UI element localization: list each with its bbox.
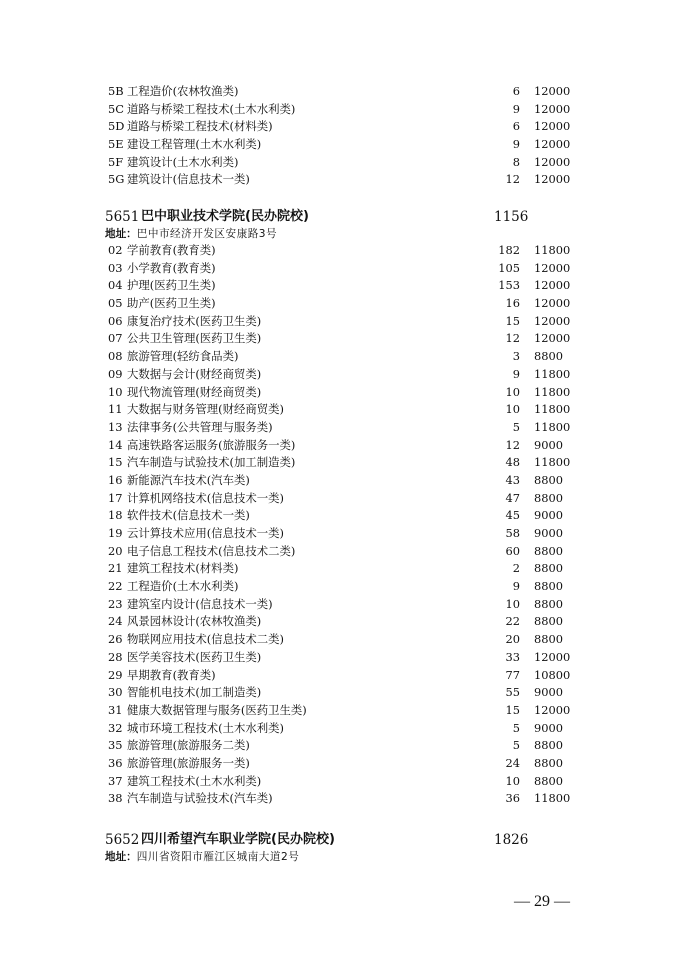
program-count: 15 (505, 313, 520, 328)
program-name: 建筑设计(土木水利类) (127, 154, 239, 169)
program-count: 33 (505, 649, 520, 664)
program-row (0, 613, 680, 631)
program-count: 182 (498, 243, 520, 257)
program-fee: 8800 (534, 349, 563, 364)
program-code: 32 (108, 720, 123, 735)
program-name: 现代物流管理(财经商贸类) (127, 384, 262, 399)
program-count: 16 (505, 296, 520, 311)
program-name: 汽车制造与试验技术(汽车类) (127, 791, 273, 806)
program-row (0, 790, 680, 808)
program-count: 9 (512, 137, 520, 152)
program-count: 6 (512, 119, 520, 134)
program-name: 医学美容技术(医药卫生类) (127, 649, 262, 664)
program-name: 建筑室内设计(信息技术一类) (127, 596, 273, 611)
program-name: 汽车制造与试验技术(加工制造类) (127, 455, 296, 470)
school-header-5651 (0, 207, 680, 227)
program-fee: 12000 (534, 296, 571, 311)
program-name: 风景园林设计(农林牧渔类) (127, 614, 262, 629)
program-count: 10 (505, 773, 520, 788)
program-code: 08 (108, 349, 123, 364)
program-code: 29 (108, 667, 123, 682)
program-fee: 11800 (534, 402, 571, 417)
program-row (0, 507, 680, 525)
school-code: 5652 (105, 832, 140, 848)
address-text: 巴中市经济开发区安康路3号 (136, 228, 278, 240)
program-row (0, 490, 680, 508)
program-code: 09 (108, 366, 123, 381)
program-fee: 12000 (534, 260, 571, 275)
program-name: 工程造价(农林牧渔类) (127, 84, 239, 98)
program-row (0, 277, 680, 295)
program-name: 康复治疗技术(医药卫生类) (127, 313, 262, 328)
program-name: 健康大数据管理与服务(医药卫生类) (127, 702, 307, 717)
program-count: 36 (505, 791, 520, 806)
program-code: 20 (108, 543, 123, 558)
program-code: 13 (108, 419, 123, 434)
program-count: 10 (505, 384, 520, 399)
program-row (0, 260, 680, 278)
program-count: 47 (505, 490, 520, 505)
program-count: 5 (512, 720, 520, 735)
program-count: 12 (505, 437, 520, 452)
program-row (0, 348, 680, 366)
address-label: 地址： (105, 228, 137, 240)
program-fee: 12000 (534, 119, 571, 134)
program-name: 旅游管理(旅游服务一类) (127, 755, 250, 770)
program-row (0, 631, 680, 649)
program-name: 软件技术(信息技术一类) (127, 508, 250, 523)
program-name: 物联网应用技术(信息技术二类) (127, 632, 284, 647)
program-row (0, 649, 680, 667)
program-row (0, 667, 680, 685)
program-count: 10 (505, 402, 520, 417)
program-code: 22 (108, 579, 123, 594)
program-fee: 12000 (534, 137, 571, 152)
program-row (0, 171, 680, 189)
program-row (0, 773, 680, 791)
program-fee: 8800 (534, 543, 563, 558)
program-code: 03 (108, 260, 123, 275)
program-count: 45 (505, 508, 520, 523)
program-count: 20 (505, 632, 520, 647)
program-name: 计算机网络技术(信息技术一类) (127, 490, 284, 505)
school-total: 1156 (494, 209, 529, 225)
program-name: 护理(医药卫生类) (127, 278, 216, 293)
program-name: 学前教育(教育类) (127, 243, 216, 257)
program-count: 5 (512, 419, 520, 434)
program-code: 24 (108, 614, 123, 629)
program-name: 高速铁路客运服务(旅游服务一类) (127, 437, 296, 452)
program-code: 15 (108, 455, 123, 470)
program-fee: 12000 (534, 154, 571, 169)
program-code: 10 (108, 384, 123, 399)
program-count: 55 (505, 685, 520, 700)
program-row (0, 330, 680, 348)
program-code: 14 (108, 437, 123, 452)
program-name: 小学教育(教育类) (127, 260, 216, 275)
program-row (0, 366, 680, 384)
program-name: 建筑工程技术(材料类) (127, 561, 239, 576)
program-name: 大数据与会计(财经商贸类) (127, 366, 262, 381)
program-code: 07 (108, 331, 123, 346)
school-code: 5651 (105, 209, 140, 225)
program-row (0, 101, 680, 119)
program-count: 2 (512, 561, 520, 576)
school-address-5652 (105, 849, 299, 865)
school-name: 巴中职业技术学院(民办院校) (141, 209, 309, 224)
program-fee: 11800 (534, 366, 571, 381)
program-row (0, 560, 680, 578)
program-code: 26 (108, 632, 123, 647)
program-count: 5 (512, 738, 520, 753)
program-row (0, 720, 680, 738)
school-5651-program-list (0, 242, 680, 808)
program-row (0, 702, 680, 720)
program-fee: 11800 (534, 243, 571, 257)
program-code: 21 (108, 561, 123, 576)
program-code: 18 (108, 508, 123, 523)
program-row (0, 596, 680, 614)
program-count: 12 (505, 172, 520, 187)
school-address-5651 (105, 226, 277, 242)
program-code: 36 (108, 755, 123, 770)
program-row (0, 295, 680, 313)
program-fee: 11800 (534, 384, 571, 399)
program-code: 38 (108, 791, 123, 806)
program-count: 15 (505, 702, 520, 717)
program-fee: 8800 (534, 773, 563, 788)
program-fee: 10800 (534, 667, 571, 682)
program-name: 道路与桥梁工程技术(材料类) (127, 119, 273, 134)
program-row (0, 419, 680, 437)
program-name: 建设工程管理(土木水利类) (127, 137, 262, 152)
address-label: 地址： (105, 851, 137, 863)
program-name: 建筑工程技术(土木水利类) (127, 773, 262, 788)
program-count: 9 (512, 579, 520, 594)
program-name: 新能源汽车技术(汽车类) (127, 472, 250, 487)
top-program-list (0, 83, 680, 189)
program-count: 43 (505, 472, 520, 487)
program-name: 云计算技术应用(信息技术一类) (127, 526, 284, 540)
program-count: 153 (498, 278, 520, 293)
program-code: 5F (108, 154, 124, 169)
program-fee: 8800 (534, 579, 563, 594)
address-text: 四川省资阳市雁江区城南大道2号 (136, 851, 300, 863)
program-name: 公共卫生管理(医药卫生类) (127, 331, 262, 346)
program-row (0, 154, 680, 172)
program-code: 5D (108, 119, 125, 134)
program-row (0, 578, 680, 596)
program-fee: 9000 (534, 720, 563, 735)
program-count: 9 (512, 101, 520, 116)
program-fee: 12000 (534, 313, 571, 328)
program-fee: 9000 (534, 437, 563, 452)
program-count: 60 (505, 543, 520, 558)
program-name: 电子信息工程技术(信息技术二类) (127, 543, 296, 558)
program-fee: 12000 (534, 702, 571, 717)
program-row (0, 384, 680, 402)
program-code: 19 (108, 526, 123, 540)
program-code: 5G (108, 172, 125, 187)
program-count: 9 (512, 366, 520, 381)
program-row (0, 454, 680, 472)
program-row (0, 543, 680, 561)
program-count: 10 (505, 596, 520, 611)
program-count: 6 (512, 84, 520, 98)
school-name: 四川希望汽车职业学院(民办院校) (141, 832, 335, 847)
program-count: 77 (505, 667, 520, 682)
program-code: 5B (108, 84, 124, 98)
program-code: 30 (108, 685, 123, 700)
program-code: 04 (108, 278, 123, 293)
program-fee: 11800 (534, 791, 571, 806)
program-row (0, 313, 680, 331)
program-fee: 8800 (534, 614, 563, 629)
program-count: 22 (505, 614, 520, 629)
program-code: 37 (108, 773, 123, 788)
program-count: 58 (505, 526, 520, 540)
program-fee: 8800 (534, 472, 563, 487)
program-fee: 9000 (534, 685, 563, 700)
program-name: 法律事务(公共管理与服务类) (127, 419, 273, 434)
program-code: 31 (108, 702, 123, 717)
program-fee: 12000 (534, 278, 571, 293)
program-row (0, 737, 680, 755)
program-name: 早期教育(教育类) (127, 667, 216, 682)
program-fee: 8800 (534, 596, 563, 611)
program-name: 旅游管理(轻纺食品类) (127, 349, 239, 364)
program-name: 旅游管理(旅游服务二类) (127, 738, 250, 753)
program-count: 8 (512, 154, 520, 169)
program-code: 06 (108, 313, 123, 328)
program-name: 建筑设计(信息技术一类) (127, 172, 250, 187)
program-count: 24 (505, 755, 520, 770)
program-row (0, 755, 680, 773)
program-name: 工程造价(土木水利类) (127, 579, 239, 594)
program-row (0, 472, 680, 490)
program-row (0, 401, 680, 419)
program-count: 3 (512, 349, 520, 364)
program-code: 16 (108, 472, 123, 487)
program-count: 105 (498, 260, 520, 275)
program-fee: 8800 (534, 755, 563, 770)
program-name: 助产(医药卫生类) (127, 296, 216, 311)
program-count: 12 (505, 331, 520, 346)
program-row (0, 525, 680, 543)
program-fee: 12000 (534, 84, 571, 98)
program-code: 05 (108, 296, 123, 311)
program-fee: 8800 (534, 738, 563, 753)
program-code: 02 (108, 243, 123, 257)
program-row (0, 437, 680, 455)
program-fee: 9000 (534, 526, 563, 540)
program-fee: 12000 (534, 101, 571, 116)
program-row (0, 118, 680, 136)
program-fee: 8800 (534, 632, 563, 647)
school-header-5652 (0, 830, 680, 850)
program-row (0, 684, 680, 702)
program-fee: 11800 (534, 419, 571, 434)
program-code: 35 (108, 738, 123, 753)
program-name: 大数据与财务管理(财经商贸类) (127, 402, 284, 417)
program-fee: 12000 (534, 331, 571, 346)
program-row (0, 136, 680, 154)
program-code: 28 (108, 649, 123, 664)
program-fee: 11800 (534, 455, 571, 470)
program-fee: 12000 (534, 649, 571, 664)
program-code: 23 (108, 596, 123, 611)
program-fee: 8800 (534, 561, 563, 576)
program-code: 11 (108, 402, 123, 417)
program-name: 智能机电技术(加工制造类) (127, 685, 262, 700)
program-name: 城市环境工程技术(土木水利类) (127, 720, 284, 735)
program-fee: 9000 (534, 508, 563, 523)
school-total: 1826 (494, 832, 529, 848)
program-name: 道路与桥梁工程技术(土木水利类) (127, 101, 296, 116)
page-number: — 29 — (514, 893, 570, 910)
program-count: 48 (505, 455, 520, 470)
program-fee: 12000 (534, 172, 571, 187)
program-code: 17 (108, 490, 123, 505)
program-code: 5E (108, 137, 124, 152)
program-code: 5C (108, 101, 124, 116)
program-row (0, 83, 680, 101)
program-fee: 8800 (534, 490, 563, 505)
program-row (0, 242, 680, 260)
